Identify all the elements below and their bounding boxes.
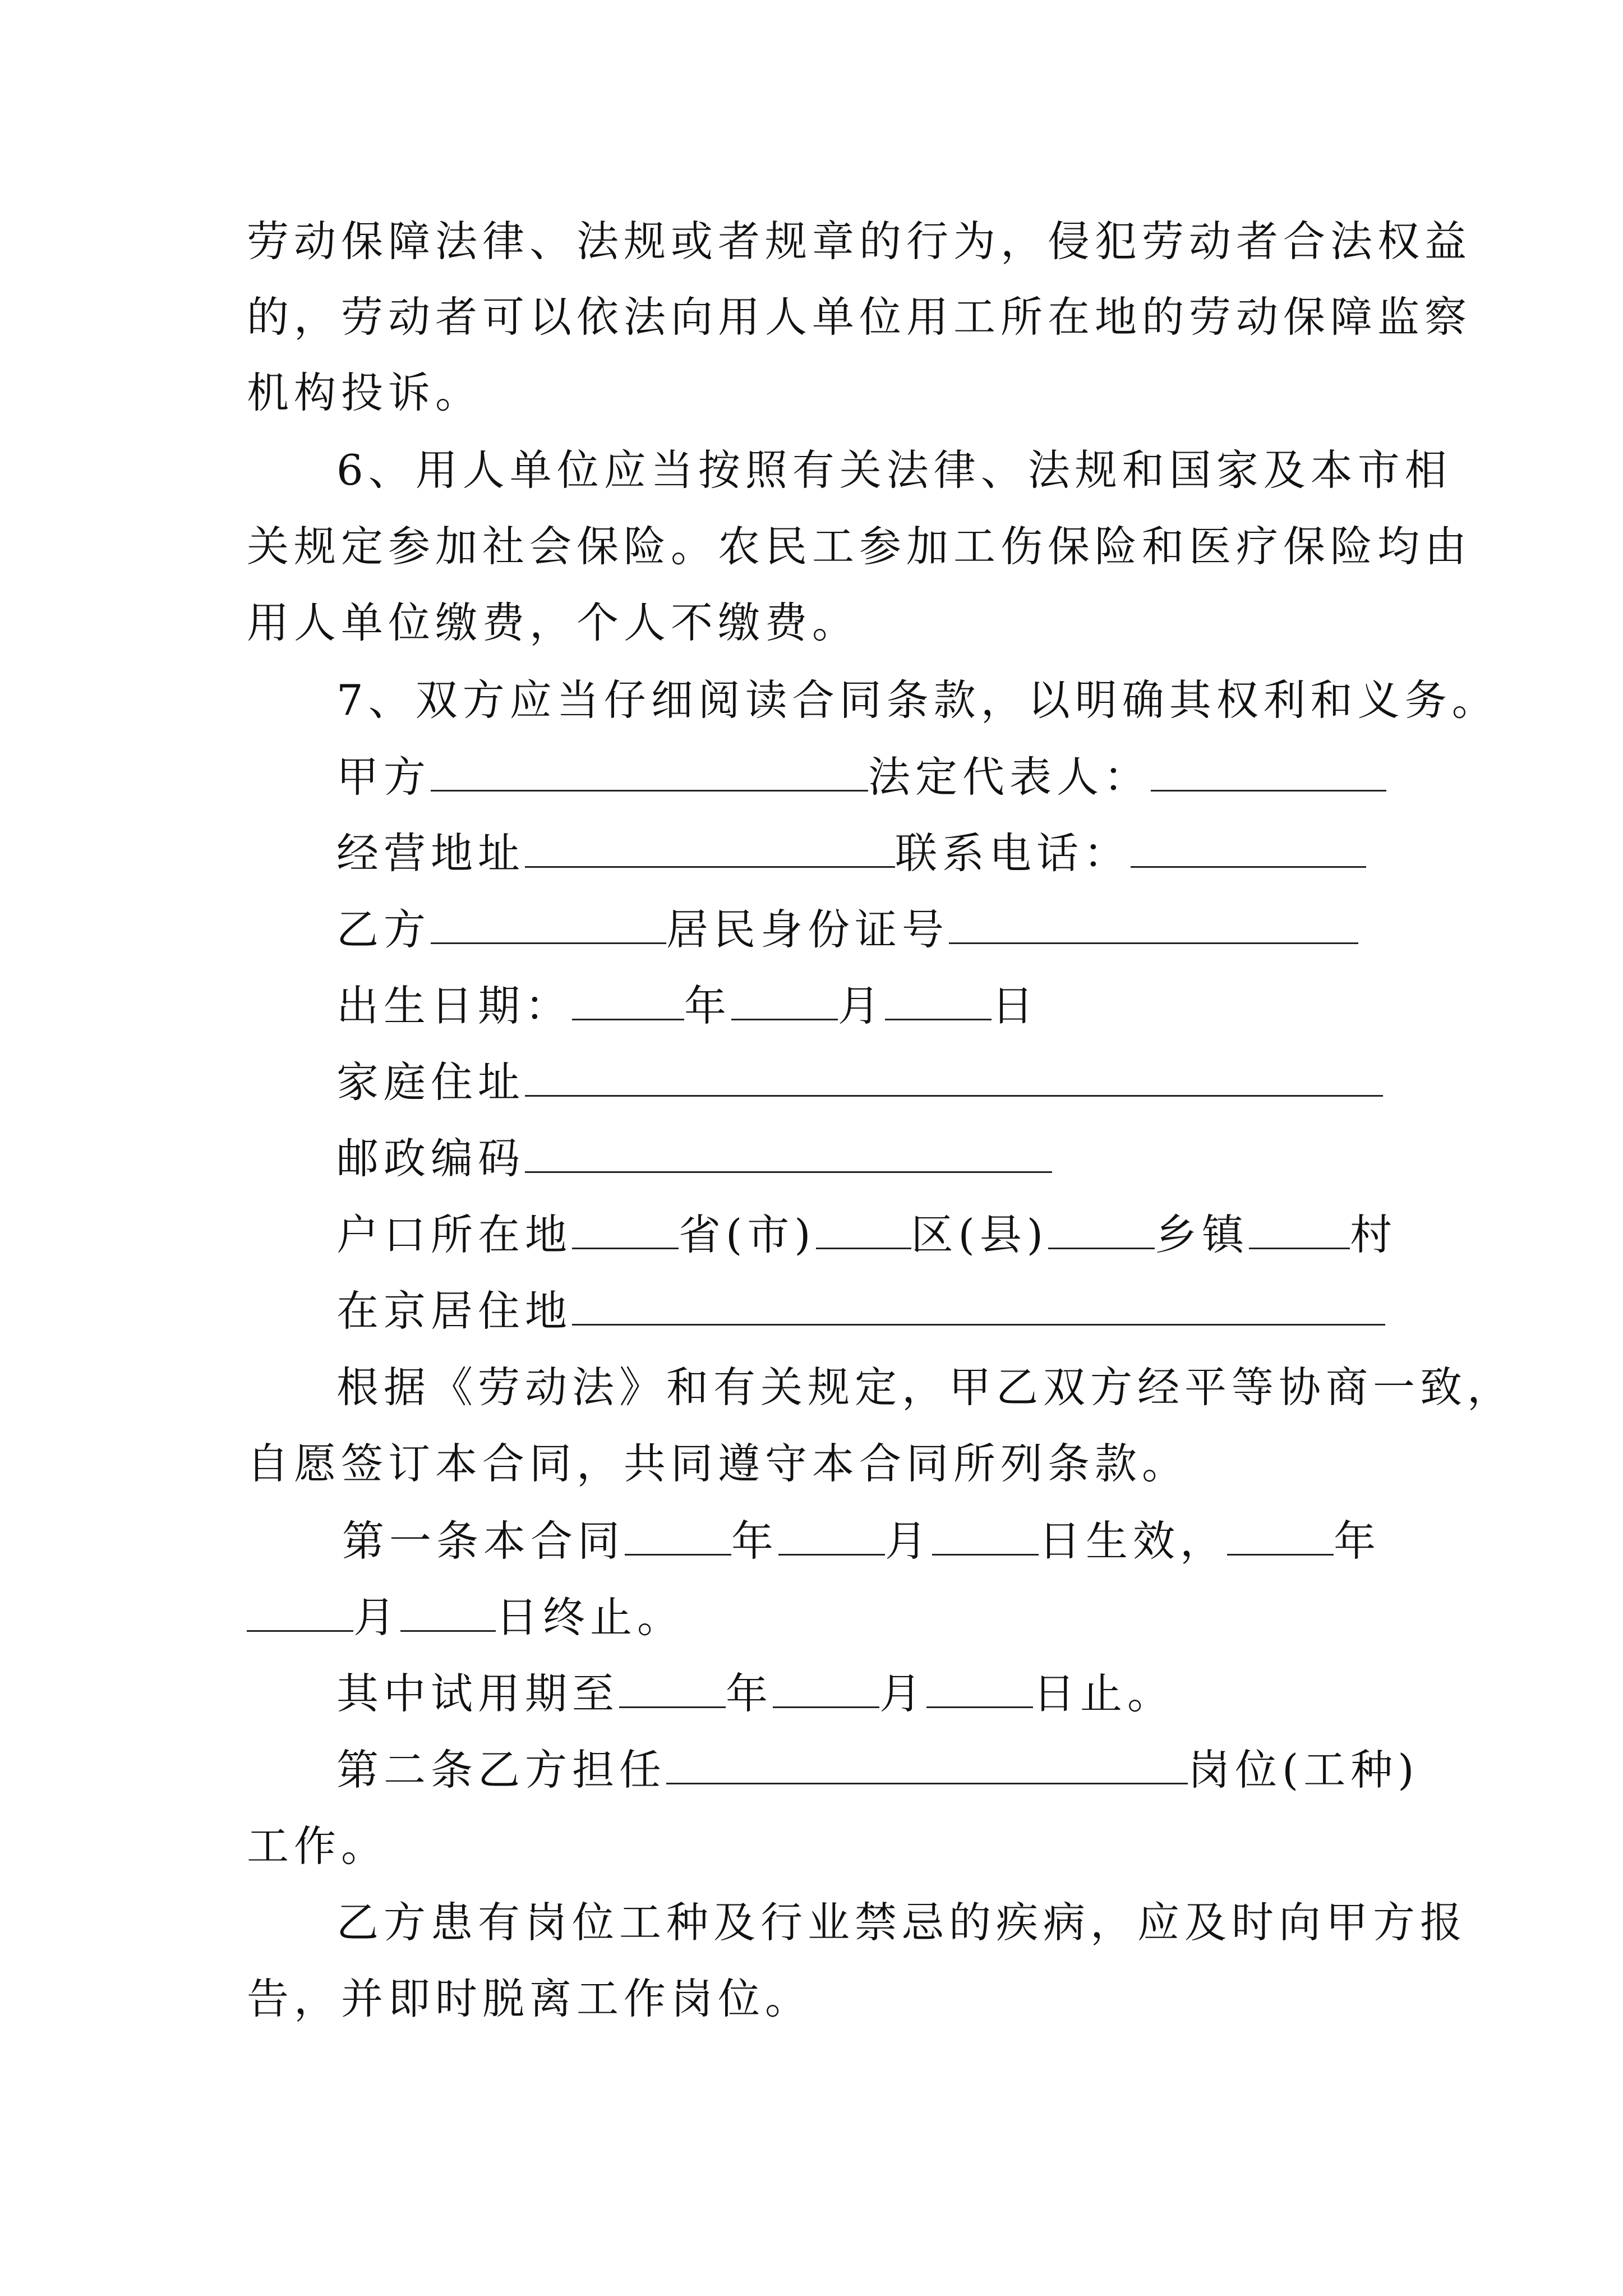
postcode-blank[interactable]	[525, 1131, 1052, 1173]
probation-year-blank[interactable]	[619, 1666, 726, 1708]
district-label: 区(县)	[911, 1210, 1049, 1259]
probation-line	[336, 1665, 1174, 1722]
birth-label: 出生日期：	[336, 981, 573, 1030]
year-label: 年	[726, 1669, 773, 1718]
home-label: 家庭住址	[336, 1057, 525, 1107]
position-blank[interactable]	[666, 1742, 1188, 1784]
clause-1-end: 日终止。	[496, 1593, 685, 1642]
probation-prefix: 其中试用期至	[336, 1669, 620, 1718]
clause-1-line-2	[247, 1589, 684, 1645]
paragraph-line: 关规定参加社会保险。农民工参加工伤保险和医疗保险均由	[247, 522, 1472, 571]
year-label: 年	[684, 981, 732, 1030]
start-year-blank[interactable]	[625, 1513, 731, 1556]
paragraph-line: 自愿签订本合同，共同遵守本合同所列条款。	[247, 1439, 1189, 1488]
district-blank[interactable]	[816, 1207, 911, 1249]
hukou-label: 户口所在地	[336, 1210, 573, 1259]
postcode-label: 邮政编码	[336, 1134, 525, 1183]
paragraph-line: 根据《劳动法》和有关规定，甲乙双方经平等协商一致，	[336, 1363, 1515, 1412]
end-day-blank[interactable]	[400, 1590, 496, 1632]
probation-end: 日止。	[1033, 1669, 1175, 1718]
party-a-label: 甲方	[336, 752, 431, 802]
village-blank[interactable]	[1249, 1207, 1350, 1249]
town-blank[interactable]	[1048, 1207, 1155, 1249]
beijing-blank[interactable]	[572, 1283, 1385, 1326]
clause-1-line-1	[342, 1513, 1381, 1569]
day-label: 日	[992, 981, 1039, 1030]
clause-1-prefix: 第一条本合同	[342, 1516, 625, 1566]
form-row-home	[336, 1054, 1383, 1110]
province-label: 省(市)	[679, 1210, 816, 1259]
month-label: 月	[838, 981, 886, 1030]
clause-2-suffix: 岗位(工种)	[1188, 1745, 1419, 1795]
start-month-blank[interactable]	[778, 1513, 885, 1556]
form-row-party-a	[336, 749, 1386, 805]
paragraph-line: 劳动保障法律、法规或者规章的行为，侵犯劳动者合法权益	[247, 217, 1472, 266]
form-row-beijing	[336, 1283, 1385, 1339]
form-row-party-b	[336, 901, 1358, 958]
village-label: 村	[1350, 1210, 1398, 1259]
birth-month-blank[interactable]	[731, 978, 838, 1020]
form-row-hukou	[336, 1207, 1397, 1263]
paragraph-line: 用人单位缴费，个人不缴费。	[247, 598, 860, 647]
legal-rep-blank[interactable]	[1151, 749, 1386, 792]
end-year-blank[interactable]	[1227, 1513, 1334, 1556]
clause-2-line-1	[336, 1742, 1419, 1798]
party-a-blank[interactable]	[431, 749, 868, 792]
town-label: 乡镇	[1155, 1210, 1249, 1259]
end-month-blank[interactable]	[247, 1590, 353, 1632]
birth-year-blank[interactable]	[572, 978, 684, 1020]
id-blank[interactable]	[949, 902, 1358, 944]
start-day-blank[interactable]	[932, 1513, 1039, 1556]
month-label: 月	[885, 1516, 933, 1566]
paragraph-line: 乙方患有岗位工种及行业禁忌的疾病，应及时向甲方报	[336, 1898, 1468, 1947]
paragraph-line: 7、双方应当仔细阅读合同条款，以明确其权利和义务。	[336, 675, 1499, 725]
province-blank[interactable]	[572, 1207, 679, 1249]
month-label: 月	[353, 1593, 401, 1642]
paragraph-line: 机构投诉。	[247, 368, 483, 417]
home-blank[interactable]	[525, 1055, 1383, 1097]
year-label: 年	[1334, 1516, 1381, 1566]
party-b-label: 乙方	[336, 905, 431, 954]
form-row-postcode	[336, 1130, 1052, 1186]
phone-blank[interactable]	[1131, 826, 1366, 868]
address-label: 经营地址	[336, 829, 525, 878]
paragraph-line: 工作。	[247, 1821, 389, 1871]
form-row-birth	[336, 978, 1039, 1034]
year-label: 年	[731, 1516, 779, 1566]
clause-2-prefix: 第二条乙方担任	[336, 1745, 667, 1795]
phone-label: 联系电话：	[895, 829, 1131, 878]
id-label: 居民身份证号	[666, 905, 949, 954]
party-b-blank[interactable]	[431, 902, 666, 944]
birth-day-blank[interactable]	[885, 978, 992, 1020]
probation-day-blank[interactable]	[926, 1666, 1033, 1708]
clause-1-effective: 日生效，	[1039, 1516, 1228, 1566]
form-row-address	[336, 825, 1366, 881]
probation-month-blank[interactable]	[773, 1666, 879, 1708]
address-blank[interactable]	[525, 826, 895, 868]
paragraph-line: 的，劳动者可以依法向用人单位用工所在地的劳动保障监察	[247, 292, 1472, 342]
legal-rep-label: 法定代表人：	[868, 752, 1151, 802]
month-label: 月	[879, 1669, 927, 1718]
beijing-label: 在京居住地	[336, 1286, 573, 1336]
paragraph-line: 6、用人单位应当按照有关法律、法规和国家及本市相	[336, 445, 1452, 495]
paragraph-line: 告，并即时脱离工作岗位。	[247, 1974, 813, 2023]
